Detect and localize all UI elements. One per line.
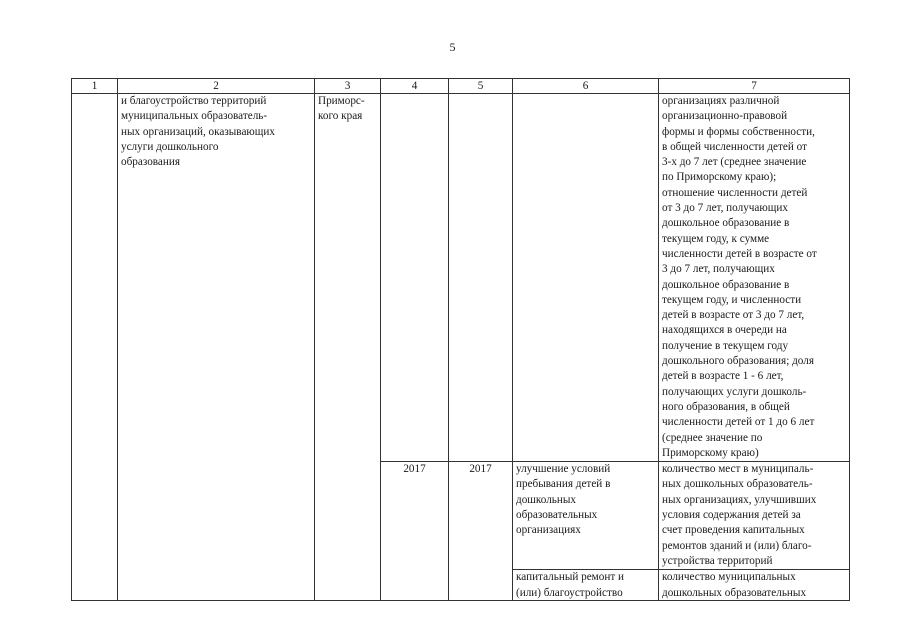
cell-indicator: организациях различной организационно-правовой формы и формы собственности, в общей численности детей от 3-х до 7 лет (среднее значение по Приморскому краю); отношение численности детей от 3 до 7 лет, получающих дошкольное образование в текущем году, к сумме численности детей в возрасте от 3 до 7 лет, получающих дошкольное образование в текущем году, и численности детей в возрасте от 3 до 7 лет, находящихся в очереди на получение в текущем году дошкольного образования; доля детей в возрасте 1 - 6 лет, получающих услуги дошколь- ного образования, в общей численности детей от 1 до 6 лет (среднее значение по Приморскому краю)	[659, 94, 850, 462]
table-row	[72, 94, 850, 462]
header-col-2: 2	[118, 79, 315, 94]
header-col-7: 7	[659, 79, 850, 94]
page-number: 5	[449, 40, 456, 54]
cell-expected-result	[513, 570, 659, 601]
header-col-6: 6	[513, 79, 659, 94]
program-table	[71, 78, 850, 601]
header-col-4: 4	[381, 79, 449, 94]
cell-indicator	[659, 570, 850, 601]
cell-expected-result: улучшение условий пребывания детей в дошкольных образовательных организациях	[513, 462, 659, 570]
header-row	[72, 79, 850, 94]
cell-end-year	[449, 94, 513, 462]
cell-text: количество муниципальных дошкольных образовательных	[662, 571, 807, 599]
cell-number	[72, 94, 118, 601]
cell-expected-result	[513, 94, 659, 462]
cell-end-year: 2017	[449, 462, 513, 601]
cell-executor: Приморс- кого края	[315, 94, 381, 601]
header-col-1: 1	[72, 79, 118, 94]
cell-indicator: количество мест в муниципаль- ных дошкольных образователь- ных организациях, улучшивших условия содержания детей за счет проведения капитальных ремонтов зданий и (или) благо- устройства территорий	[659, 462, 850, 570]
cell-start-year	[381, 94, 449, 462]
cell-event-name: и благоустройство территорий муниципальных образователь- ных организаций, оказывающих услуги дошкольного образования	[118, 94, 315, 601]
cell-text: капитальный ремонт и (или) благоустройство	[516, 571, 625, 599]
header-col-5: 5	[449, 79, 513, 94]
cell-start-year: 2017	[381, 462, 449, 601]
header-col-3: 3	[315, 79, 381, 94]
